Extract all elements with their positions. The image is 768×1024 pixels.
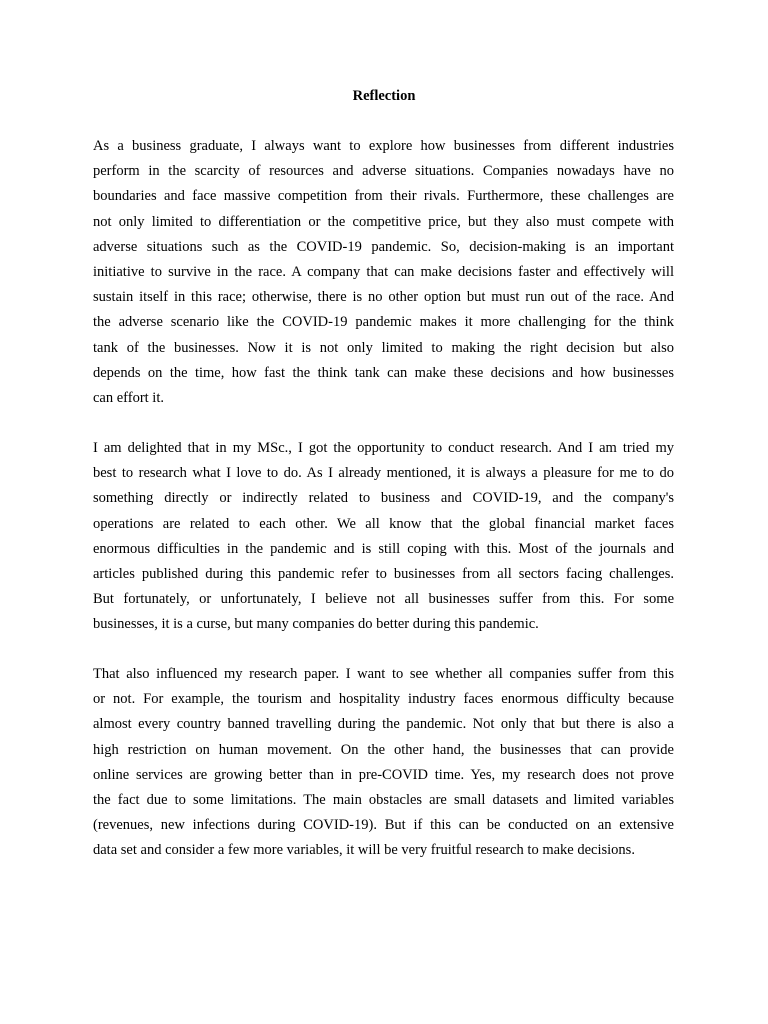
text-line: data set and consider a few more variables, it will be very fruitful research to make decisions. — [93, 842, 635, 859]
text-line: boundaries and face massive competition from their rivals. Furthermore, these challenges are — [93, 188, 674, 205]
text-line: But fortunately, or unfortunately, I believe not all businesses suffer from this. For some — [93, 591, 674, 608]
text-line: perform in the scarcity of resources and adverse situations. Companies nowadays have no — [93, 163, 674, 180]
text-line: That also influenced my research paper. I want to see whether all companies suffer from this — [93, 666, 674, 682]
text-line: I am delighted that in my MSc., I got the opportunity to conduct research. And I am tried my — [93, 440, 674, 456]
paragraph-3 — [93, 662, 674, 864]
text-line: or not. For example, the tourism and hospitality industry faces enormous difficulty because — [93, 691, 674, 708]
page-title: Reflection — [352, 88, 416, 104]
text-line: sustain itself in this race; otherwise, there is no other option but must run out of the race. And — [93, 289, 674, 306]
text-line: enormous difficulties in the pandemic and is still coping with this. Most of the journals and — [93, 540, 674, 557]
text-line: As a business graduate, I always want to explore how businesses from different industries — [93, 138, 674, 154]
text-line: something directly or indirectly related to business and COVID-19, and the company's — [93, 490, 674, 507]
text-line: operations are related to each other. We all know that the global financial market faces — [93, 515, 674, 532]
text-line: almost every country banned travelling during the pandemic. Not only that but there is also a — [93, 716, 674, 733]
text-line: (revenues, new infections during COVID-19). But if this can be conducted on an extensive — [93, 817, 674, 834]
paragraph-2 — [93, 436, 674, 638]
text-line: initiative to survive in the race. A company that can make decisions faster and effectively will — [93, 263, 674, 280]
text-line: the fact due to some limitations. The main obstacles are small datasets and limited variables — [93, 791, 674, 808]
text-line: high restriction on human movement. On the other hand, the businesses that can provide — [93, 741, 674, 758]
text-line: best to research what I love to do. As I already mentioned, it is always a pleasure for me to do — [93, 465, 674, 482]
text-line: businesses, it is a curse, but many companies do better during this pandemic. — [93, 616, 539, 633]
text-line: articles published during this pandemic refer to businesses from all sectors facing challenges. — [93, 565, 674, 582]
text-line: tank of the businesses. Now it is not only limited to making the right decision but also — [93, 339, 674, 356]
text-line: not only limited to differentiation or the competitive price, but they also must compete with — [93, 213, 674, 230]
paragraph-1 — [93, 134, 674, 411]
text-line: can effort it. — [93, 389, 164, 406]
text-line: depends on the time, how fast the think tank can make these decisions and how businesses — [93, 364, 674, 381]
text-line: adverse situations such as the COVID-19 pandemic. So, decision-making is an important — [93, 238, 674, 255]
text-line: online services are growing better than in pre-COVID time. Yes, my research does not prove — [93, 766, 674, 783]
text-line: the adverse scenario like the COVID-19 pandemic makes it more challenging for the think — [93, 314, 674, 331]
